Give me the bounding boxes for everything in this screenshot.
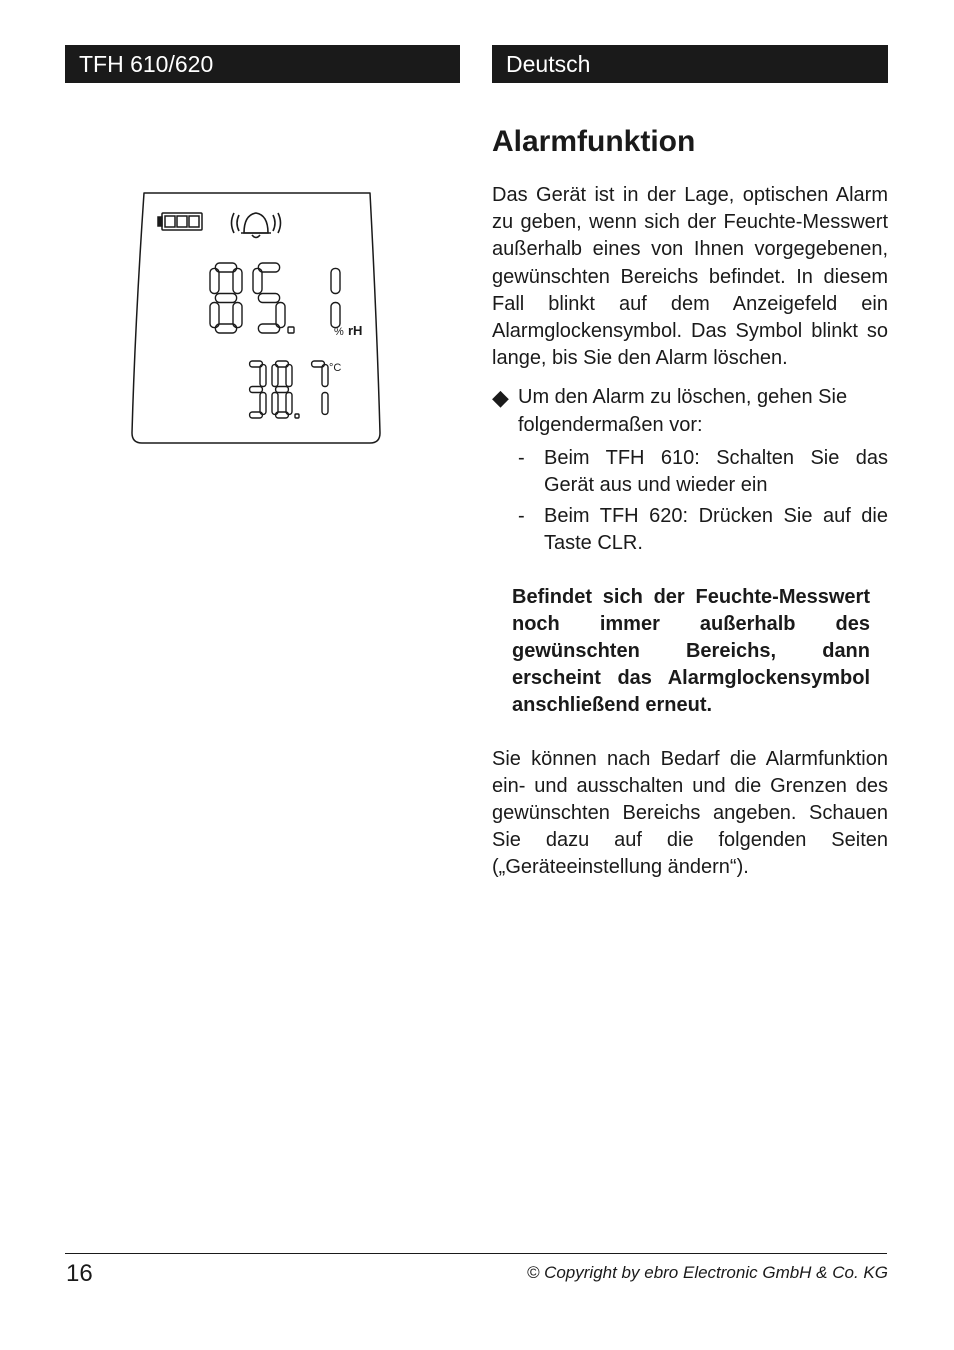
copyright-notice: © Copyright by ebro Electronic GmbH & Co. KG — [526, 1263, 888, 1282]
subitem-tfh620 — [492, 503, 888, 557]
lcd-segment — [272, 365, 278, 387]
header-language-bar — [492, 45, 888, 83]
intro-paragraph: Das Gerät ist in der Lage, optischen Alarm zu geben, wenn sich der Feuchte-Messwert außerhalb eines von Ihnen vorgegebenen, gewünschten Bereichs befindet. In diesem Fall blinkt auf dem Anzeigefeld ein Alarmglockensymbol. Das Symbol blinkt so lange, bis Sie den Alarm löschen. — [492, 184, 888, 370]
instruction-bullet — [492, 384, 888, 438]
bold-note: Befindet sich der Feuchte-Messwert noch immer außerhalb des gewünschten Bereichs, dann erscheint das Alarmglockensymbol anschließend erneut. — [512, 585, 870, 717]
lcd-segment — [260, 365, 266, 387]
dash-marker: - — [518, 446, 525, 469]
lcd-segment — [272, 393, 278, 415]
lcd-segment — [258, 294, 279, 303]
lcd-display-illustration — [130, 185, 382, 447]
lcd-segment — [286, 365, 292, 387]
section-title: Alarmfunktion — [492, 125, 696, 158]
subitem-text: Beim TFH 610: Schalten Sie das Gerät aus und wieder ein — [544, 446, 888, 497]
decimal-point — [295, 414, 299, 418]
lcd-segment — [250, 387, 263, 393]
header-language: Deutsch — [506, 51, 591, 77]
battery-icon — [158, 213, 202, 230]
main-content — [492, 120, 888, 882]
lcd-segment — [331, 303, 340, 328]
lcd-segment — [322, 365, 328, 387]
lcd-segment — [286, 393, 292, 415]
lcd-segment — [260, 393, 266, 415]
subitem-text: Beim TFH 620: Drücken Sie auf die Taste CLR. — [544, 505, 888, 555]
subitem-tfh610 — [492, 445, 888, 499]
lcd-segment — [322, 393, 328, 415]
diamond-bullet-icon: ◆ — [492, 385, 509, 411]
decimal-point — [288, 327, 294, 333]
temperature-digits — [250, 361, 328, 418]
header-model-bar — [65, 45, 460, 83]
lcd-segment — [276, 387, 289, 393]
humidity-unit-rh: rH — [348, 323, 363, 338]
footer-divider — [65, 1253, 887, 1254]
humidity-digits — [210, 263, 340, 333]
temperature-unit: °C — [329, 362, 342, 374]
bullet-text: Um den Alarm zu löschen, gehen Sie folgendermaßen vor: — [518, 386, 848, 436]
page-number: 16 — [66, 1260, 93, 1287]
dash-marker: - — [518, 505, 525, 528]
lcd-segment — [215, 294, 236, 303]
humidity-unit-percent: % — [334, 326, 344, 338]
alarm-bell-icon — [232, 213, 281, 238]
header-model: TFH 610/620 — [79, 51, 214, 77]
lcd-segment — [331, 268, 340, 293]
closing-paragraph: Sie können nach Bedarf die Alarmfunktion ein- und ausschalten und die Grenzen des gewünschten Bereichs angeben. Schauen Sie dazu auf die folgenden Seiten („Geräteeinstellung ändern“). — [492, 747, 888, 879]
